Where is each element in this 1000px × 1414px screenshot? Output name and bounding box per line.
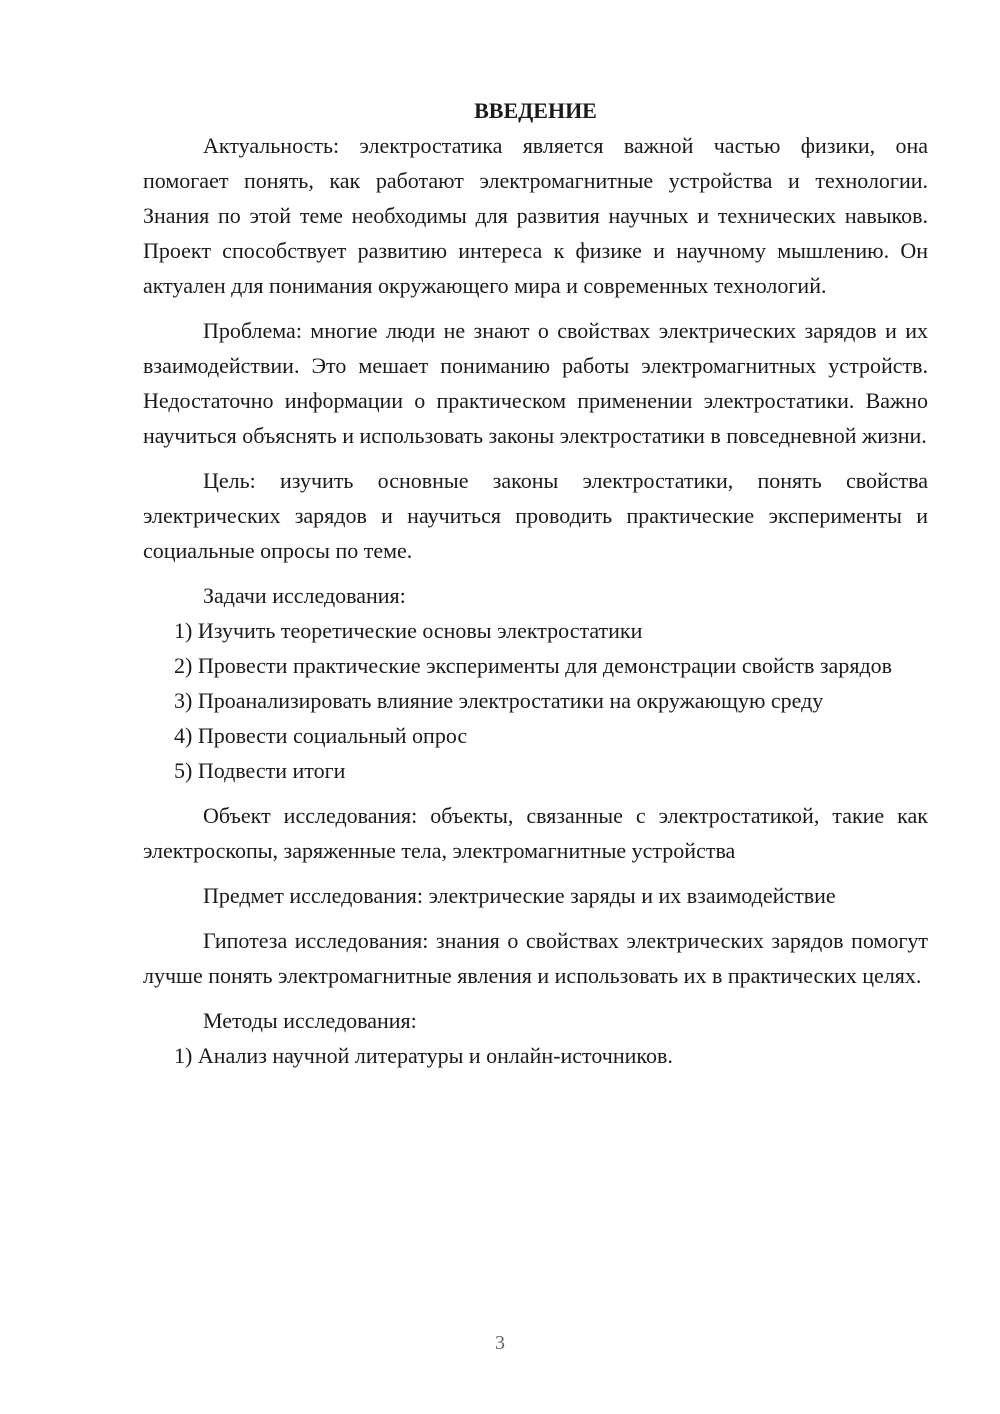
goal-paragraph: Цель: изучить основные законы электростатики, понять свойства электрических зарядов и научиться проводить практические эксперименты и социальные опросы по теме.	[143, 468, 928, 563]
subject-paragraph: Предмет исследования: электрические заряды и их взаимодействие	[203, 883, 836, 908]
document-body	[143, 93, 928, 1073]
relevance-paragraph: Актуальность: электростатика является важной частью физики, она помогает понять, как работают электромагнитные устройства и технологии. Знания по этой теме необходимы для развития научных и технических навыков. Проект способствует развитию интереса к физике и научному мышлению. Он актуален для понимания окружающего мира и современных технологий.	[143, 133, 928, 298]
task-item: 1) Изучить теоретические основы электростатики	[174, 618, 643, 643]
tasks-heading: Задачи исследования:	[203, 583, 406, 608]
problem-paragraph: Проблема: многие люди не знают о свойствах электрических зарядов и их взаимодействии. Это мешает пониманию работы электромагнитных устройств. Недостаточно информации о практическом применении электростатики. Важно научиться объяснять и использовать законы электростатики в повседневной жизни.	[143, 318, 928, 448]
object-paragraph: Объект исследования: объекты, связанные с электростатикой, такие как электроскопы, заряженные тела, электромагнитные устройства	[143, 803, 928, 863]
task-item: 5) Подвести итоги	[174, 758, 346, 783]
hypothesis-paragraph: Гипотеза исследования: знания о свойствах электрических зарядов помогут лучше понять электромагнитные явления и использовать их в практических целях.	[143, 928, 928, 988]
page-title: ВВЕДЕНИЕ	[474, 98, 597, 123]
task-item: 2) Провести практические эксперименты для демонстрации свойств зарядов	[174, 653, 893, 678]
task-item: 4) Провести социальный опрос	[174, 723, 468, 748]
task-item: 3) Проанализировать влияние электростатики на окружающую среду	[174, 688, 824, 713]
page-number: 3	[495, 1332, 505, 1354]
methods-heading: Методы исследования:	[203, 1008, 417, 1033]
method-item: 1) Анализ научной литературы и онлайн-источников.	[174, 1043, 673, 1068]
